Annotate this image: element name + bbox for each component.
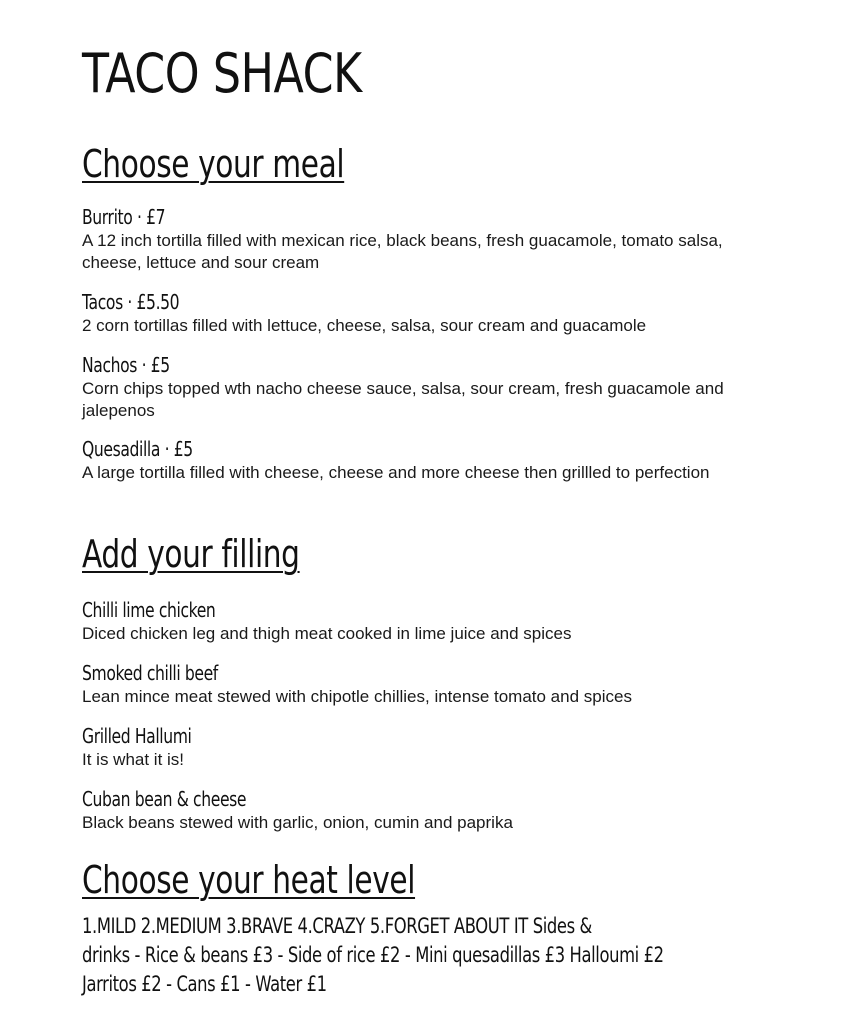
heat-levels-and-sides <box>82 912 753 999</box>
menu-item-tacos <box>82 289 782 337</box>
item-name: Grilled Hallumi <box>82 724 192 748</box>
menu-item-quesadilla <box>82 436 782 484</box>
section-heading-meal: Choose your meal <box>82 142 345 186</box>
item-name: Quesadilla · £5 <box>82 437 193 461</box>
item-name: Chilli lime chicken <box>82 598 216 622</box>
item-name: Burrito · £7 <box>82 205 166 229</box>
item-name: Nachos · £5 <box>82 353 170 377</box>
item-description: Lean mince meat stewed with chipotle chillies, intense tomato and spices <box>82 687 632 706</box>
item-description: 2 corn tortillas filled with lettuce, cheese, salsa, sour cream and guacamole <box>82 316 647 335</box>
heat-line: 1.MILD 2.MEDIUM 3.BRAVE 4.CRAZY 5.FORGET ABOUT IT Sides & <box>82 914 592 938</box>
menu-item-nachos <box>82 352 782 422</box>
filling-item-beef <box>82 660 782 708</box>
item-description: It is what it is! <box>82 750 185 769</box>
heat-line: Jarritos £2 - Cans £1 - Water £1 <box>82 972 327 996</box>
item-description: Diced chicken leg and thigh meat cooked in lime juice and spices <box>82 624 572 643</box>
item-name: Tacos · £5.50 <box>82 290 180 314</box>
item-name: Cuban bean & cheese <box>82 787 247 811</box>
filling-item-halloumi <box>82 723 782 771</box>
item-description: A 12 inch tortilla filled with mexican rice, black beans, fresh guacamole, tomato salsa, cheese, lettuce and sour cream <box>82 231 723 272</box>
item-description: Corn chips topped wth nacho cheese sauce, salsa, sour cream, fresh guacamole and jalepenos <box>82 379 724 420</box>
item-description: A large tortilla filled with cheese, cheese and more cheese then grillled to perfection <box>82 463 710 482</box>
page-title: TACO SHACK <box>82 42 362 105</box>
menu-item-burrito <box>82 204 782 274</box>
item-name: Smoked chilli beef <box>82 661 218 685</box>
section-heading-filling: Add your filling <box>82 532 300 576</box>
filling-item-chicken <box>82 597 782 645</box>
item-description: Black beans stewed with garlic, onion, cumin and paprika <box>82 813 513 832</box>
heat-line: drinks - Rice & beans £3 - Side of rice £2 - Mini quesadillas £3 Halloumi £2 <box>82 943 664 967</box>
section-heading-heat: Choose your heat level <box>82 858 416 902</box>
filling-item-bean-cheese <box>82 786 782 834</box>
